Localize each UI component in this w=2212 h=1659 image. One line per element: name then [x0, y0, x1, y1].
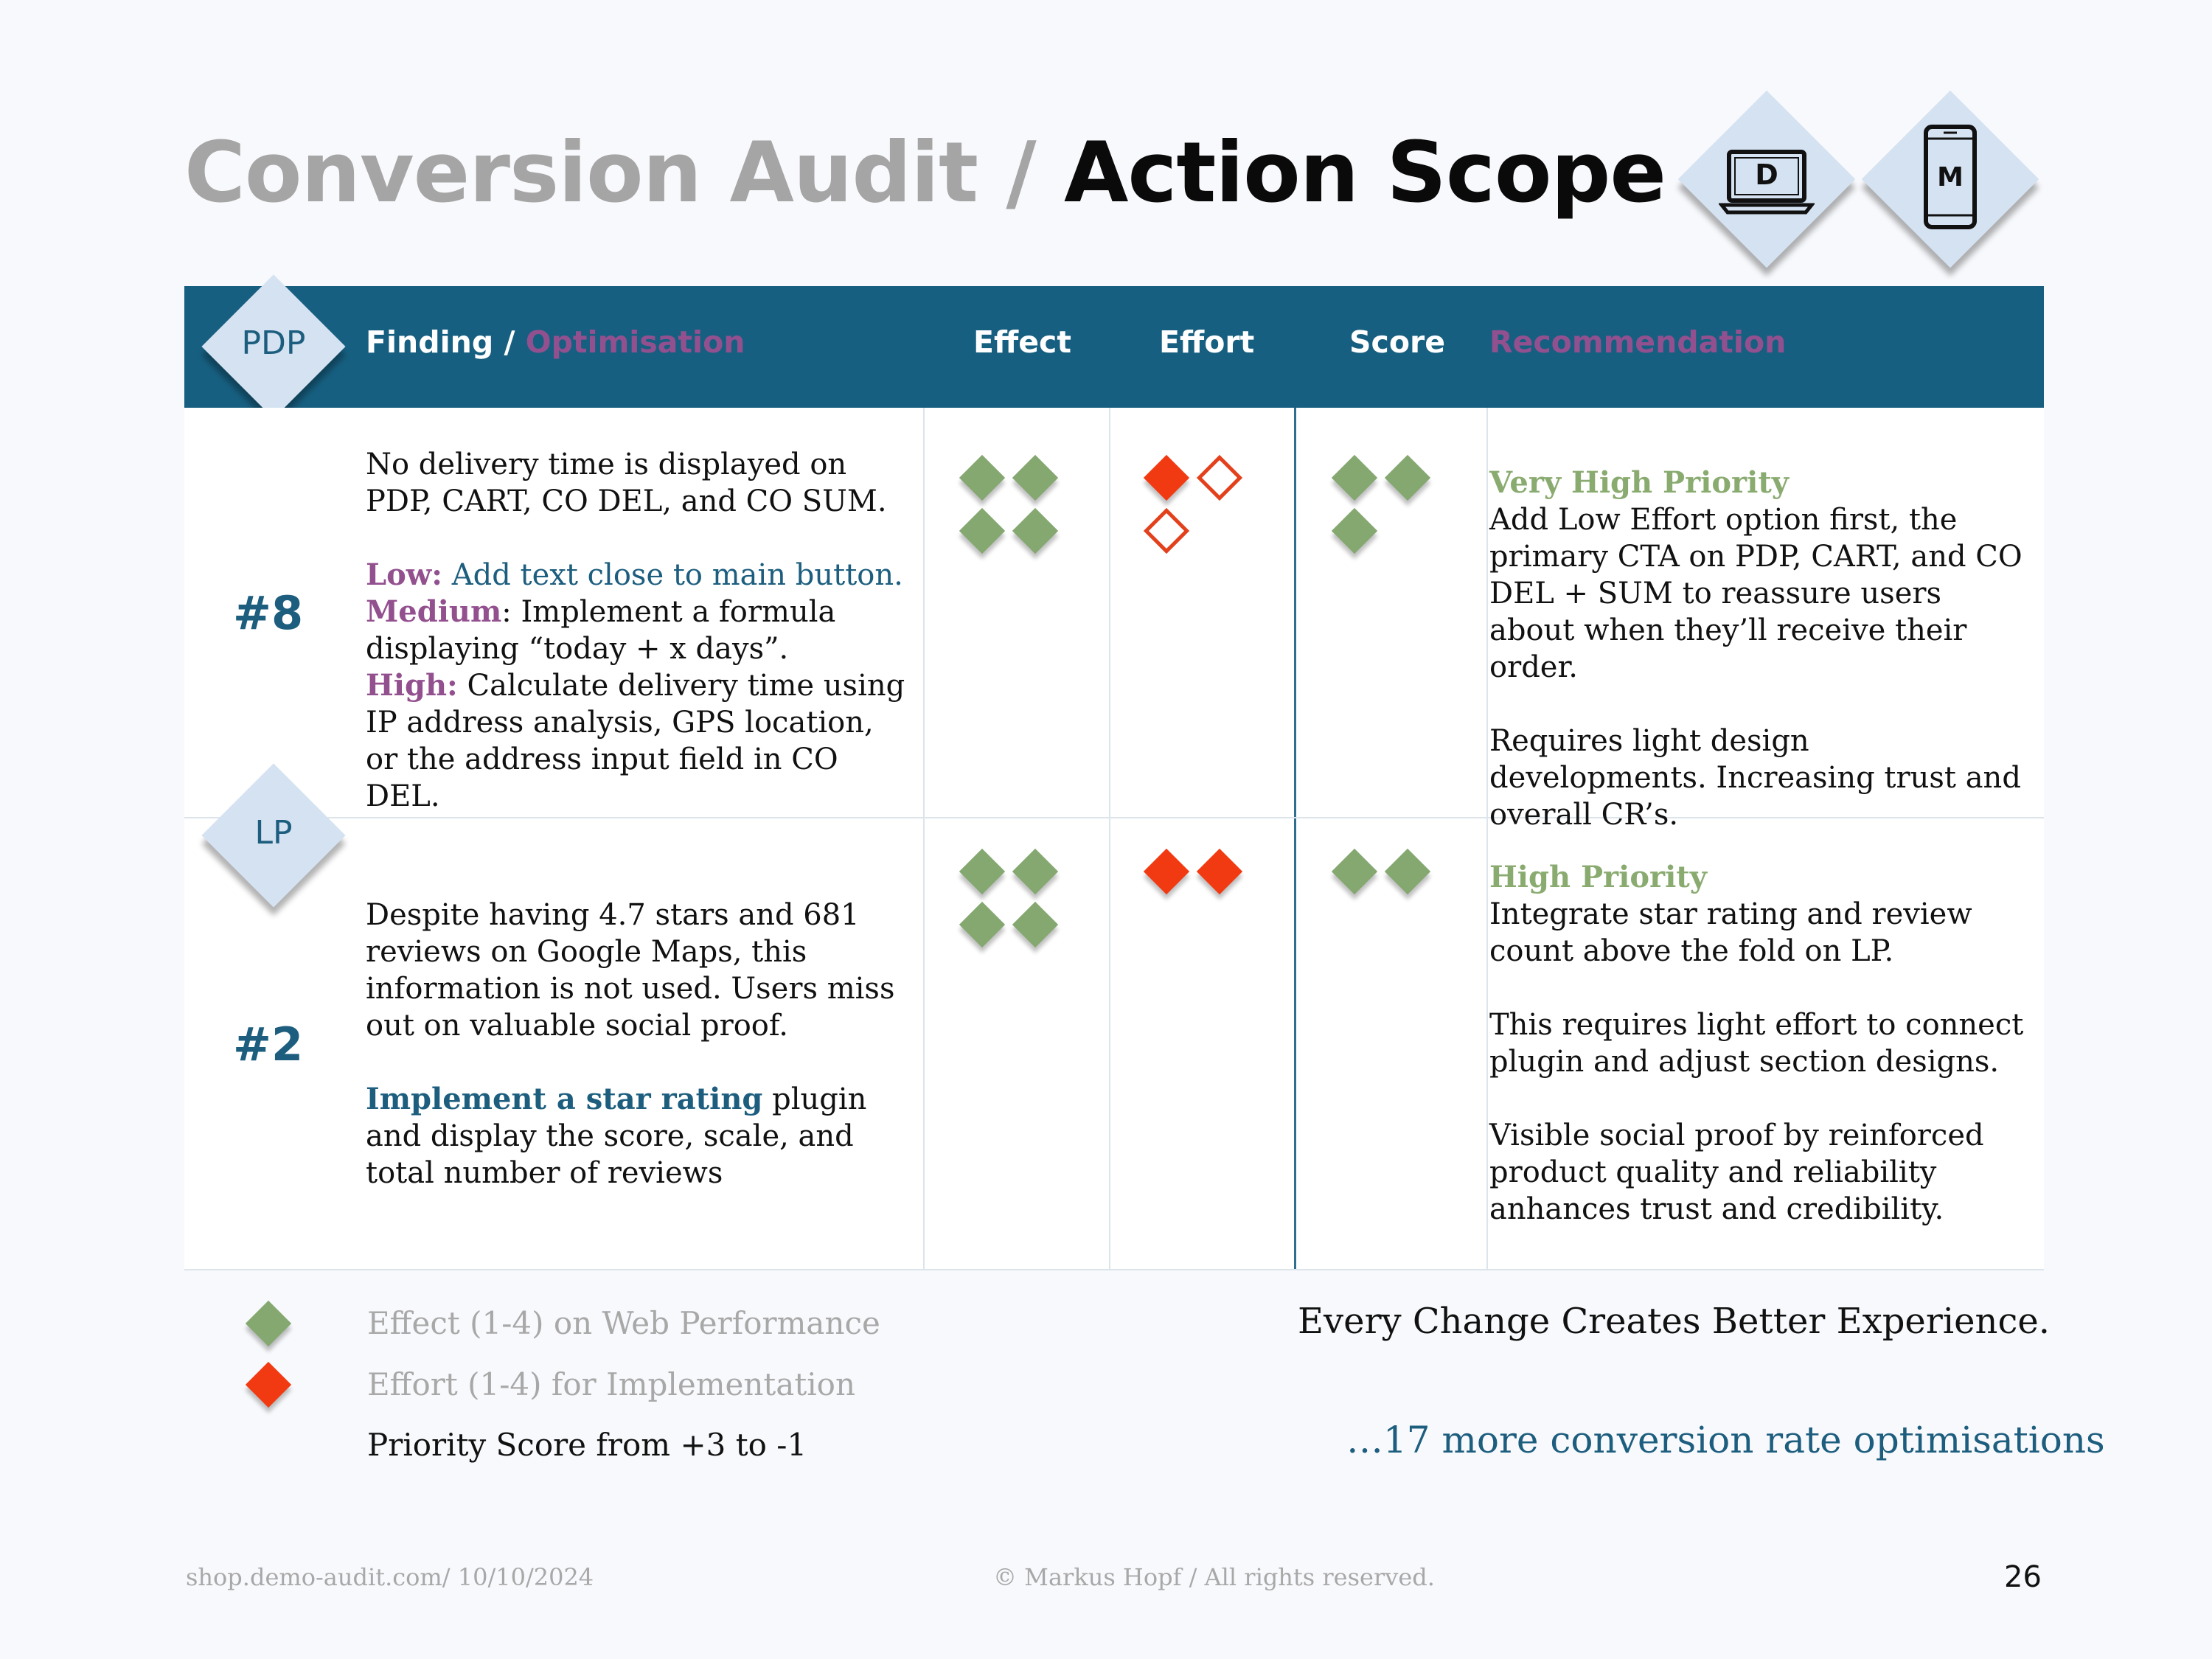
- footer-copyright: © Markus Hopf / All rights reserved.: [993, 1563, 1435, 1591]
- star-rating-link[interactable]: Implement a star rating: [366, 1082, 763, 1116]
- effect-diamond-icon: [959, 902, 1005, 947]
- effect-diamond-icon: [959, 455, 1005, 501]
- row-divider: [184, 1269, 2044, 1270]
- effort-diamond-icon: [1197, 849, 1242, 894]
- effort-diamond-icon: [1144, 849, 1189, 894]
- lp-label: LP: [254, 814, 293, 852]
- effort-rating: [1150, 855, 1253, 959]
- smartphone-icon: [1906, 120, 1994, 234]
- effort-legend: Effort (1-4) for Implementation: [367, 1366, 855, 1402]
- svg-text:M: M: [1937, 161, 1964, 192]
- svg-text:D: D: [1755, 159, 1778, 191]
- finding-cell: Despite having 4.7 stars and 681 reviews on Google Maps, this information is not used. Users miss out on valuable social proof. Implement a star rating plugin and display the score, scale, and total number of reviews: [366, 898, 895, 1190]
- effect-legend-icon: [246, 1301, 291, 1346]
- priority-label: Very High Priority: [1489, 465, 1790, 500]
- score-rating: [1338, 855, 1441, 959]
- column-divider: [923, 408, 925, 1269]
- score-diamond-icon: [1332, 508, 1377, 554]
- score-diamond-icon: [1385, 455, 1430, 501]
- row-number: #8: [233, 586, 304, 640]
- score-diamond-icon: [1332, 455, 1377, 501]
- column-divider: [1294, 408, 1296, 1269]
- effect-diamond-icon: [1012, 455, 1058, 501]
- effect-legend: Effect (1-4) on Web Performance: [367, 1305, 880, 1341]
- effect-diamond-icon: [1012, 508, 1058, 554]
- effect-diamond-icon: [959, 508, 1005, 554]
- effect-diamond-icon: [959, 849, 1005, 894]
- column-divider: [1486, 408, 1488, 1269]
- page-number: 26: [2004, 1560, 2042, 1594]
- header-finding: Finding / Optimisation: [366, 324, 745, 360]
- tagline: Every Change Creates Better Experience.: [1298, 1301, 2050, 1342]
- row-number: #2: [233, 1018, 304, 1071]
- header-recommendation: Recommendation: [1489, 324, 1787, 360]
- priority-label: High Priority: [1489, 860, 1707, 894]
- recommendation-cell: Very High Priority Add Low Effort option first, the primary CTA on PDP, CART, and CO DEL + SUM to reassure users about when they’ll receive their order. Requires light design developments. Increasing trust and overall CR’s.: [1489, 465, 2035, 833]
- footer-site-date: shop.demo-audit.com/ 10/10/2024: [186, 1563, 594, 1591]
- effort-diamond-icon-empty: [1144, 508, 1189, 554]
- effect-diamond-icon: [1012, 849, 1058, 894]
- laptop-icon: [1708, 142, 1826, 223]
- more-optimisations-link[interactable]: …17 more conversion rate optimisations: [1346, 1419, 2105, 1461]
- low-option-link[interactable]: Add text close to main button.: [451, 558, 903, 592]
- score-rating: [1338, 462, 1441, 565]
- score-diamond-icon: [1385, 849, 1430, 894]
- column-divider: [1109, 408, 1110, 1269]
- effect-diamond-icon: [1012, 902, 1058, 947]
- score-legend: Priority Score from +3 to -1: [367, 1427, 807, 1463]
- header-effort: Effort: [1159, 324, 1255, 360]
- effort-rating: [1150, 462, 1253, 565]
- header-effect: Effect: [973, 324, 1071, 360]
- effect-rating: [966, 462, 1069, 565]
- recommendation-cell: High Priority Integrate star rating and review count above the fold on LP. This requires light effort to connect plugin and adjust section designs. Visible social proof by reinforced product quality and reliability anhances trust and credibility.: [1489, 859, 2035, 1228]
- page-title: Conversion Audit / Action Scope: [184, 124, 1666, 221]
- finding-cell: No delivery time is displayed on PDP, CART, CO DEL, and CO SUM. Low: Add text close to main button. Medium: Implement a formula displaying “today + x days”. High: Calculate delivery time using IP address analysis, GPS location, or the address input field in CO DEL.: [366, 448, 905, 813]
- effort-diamond-icon: [1144, 455, 1189, 501]
- score-diamond-icon: [1332, 849, 1377, 894]
- effort-diamond-icon-empty: [1197, 455, 1242, 501]
- effect-rating: [966, 855, 1069, 959]
- pdp-label: PDP: [241, 324, 306, 362]
- effort-legend-icon: [246, 1362, 291, 1408]
- header-score: Score: [1349, 324, 1446, 360]
